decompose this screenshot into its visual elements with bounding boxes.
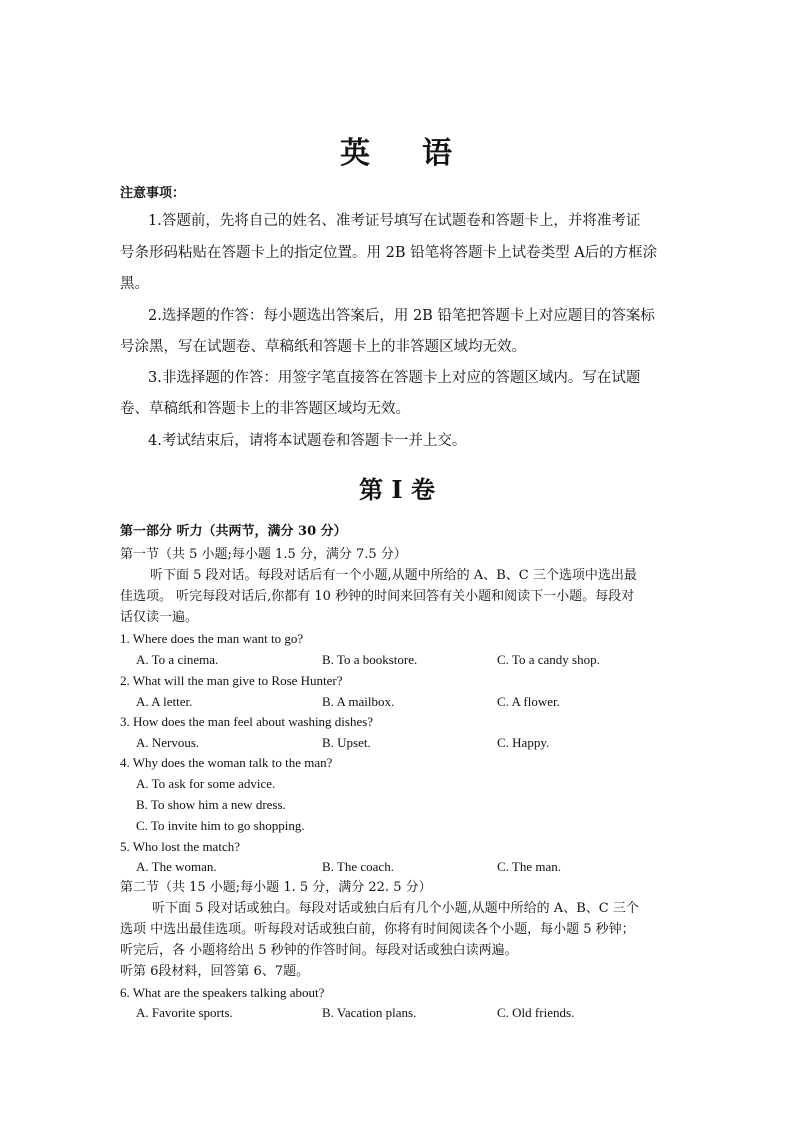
notice-line: 2.选择题的作答：每小题选出答案后，用 2B 铅笔把答题卡上对应题目的答案标 <box>148 308 655 324</box>
option-a: A. A letter. <box>136 694 193 709</box>
section1-instruction: 佳选项。 听完每段对话后,你都有 10 秒钟的时间来回答有关小题和阅读下一小题。每段对 <box>120 589 635 604</box>
part1-heading: 第一部分 听力（共两节，满分 30 分） <box>120 524 347 539</box>
section2-instruction: 听下面 5 段对话或独白。每段对话或独白后有几个小题,从题中所给的 A、B、C 三个 <box>152 901 639 916</box>
notice-line: 1.答题前，先将自己的姓名、准考证号填写在试题卷和答题卡上，并将准考证 <box>148 213 641 229</box>
option-a: A. To ask for some advice. <box>136 776 276 791</box>
notice-heading: 注意事项： <box>120 186 186 201</box>
section1-instruction: 听下面 5 段对话。每段对话后有一个小题,从题中所给的 A、B、C 三个选项中选出最 <box>150 568 637 583</box>
section2-heading: 第二节（共 15 小题;每小题 1. 5 分，满分 22. 5 分） <box>120 880 432 895</box>
option-c: C. Happy. <box>497 735 550 750</box>
question-stem: 3. How does the man feel about washing dishes? <box>120 714 374 729</box>
option-b: B. A mailbox. <box>322 694 395 709</box>
notice-line: 号条形码粘贴在答题卡上的指定位置。用 2B 铅笔将答题卡上试卷类型 A后的方框涂 <box>120 245 658 261</box>
notice-line: 3.非选择题的作答：用签字笔直接答在答题卡上对应的答题区域内。写在试题 <box>148 370 641 386</box>
section2-instruction: 听完后，各 小题将给出 5 秒钟的作答时间。每段对话或独白读两遍。 <box>120 943 518 958</box>
option-b: B. To show him a new dress. <box>136 797 286 812</box>
option-a: A. The woman. <box>136 859 217 874</box>
option-c: C. Old friends. <box>497 1005 575 1020</box>
option-c: C. The man. <box>497 859 562 874</box>
option-b: B. Vacation plans. <box>322 1005 417 1020</box>
option-b: B. The coach. <box>322 859 394 874</box>
option-c: C. To invite him to go shopping. <box>136 818 305 833</box>
section1-instruction: 话仅读一遍。 <box>120 610 199 625</box>
question-stem: 5. Who lost the match? <box>120 839 240 854</box>
option-a: A. To a cinema. <box>136 652 219 667</box>
question-stem: 2. What will the man give to Rose Hunter? <box>120 673 343 688</box>
notice-line: 4.考试结束后，请将本试题卷和答题卡一并上交。 <box>148 433 467 449</box>
title-char-right: 语 <box>422 136 454 171</box>
title-char-left: 英 <box>340 136 372 171</box>
option-a: A. Nervous. <box>136 735 200 750</box>
question-stem: 4. Why does the woman talk to the man? <box>120 755 333 770</box>
question-stem: 6. What are the speakers talking about? <box>120 985 325 1000</box>
notice-line: 号涂黑，写在试题卷、草稿纸和答题卡上的非答题区域均无效。 <box>120 339 526 355</box>
page-title <box>0 128 794 172</box>
option-c: C. To a candy shop. <box>497 652 600 667</box>
section2-instruction: 选项 中选出最佳选项。听每段对话或独白前，你将有时间阅读各个小题，每小题 5 秒钟； <box>120 922 635 937</box>
notice-line: 卷、草稿纸和答题卡上的非答题区域均无效。 <box>120 401 410 417</box>
option-b: B. To a bookstore. <box>322 652 418 667</box>
option-b: B. Upset. <box>322 735 371 750</box>
question-stem: 1. Where does the man want to go? <box>120 631 304 646</box>
section1-heading: 第一节（共 5 小题;每小题 1.5 分，满分 7.5 分） <box>120 547 407 562</box>
notice-line: 黑。 <box>120 276 149 292</box>
option-a: A. Favorite sports. <box>136 1005 233 1020</box>
volume-title: 第 I 卷 <box>359 475 435 504</box>
option-c: C. A flower. <box>497 694 560 709</box>
material-note: 听第 6段材料，回答第 6、7题。 <box>120 964 310 979</box>
